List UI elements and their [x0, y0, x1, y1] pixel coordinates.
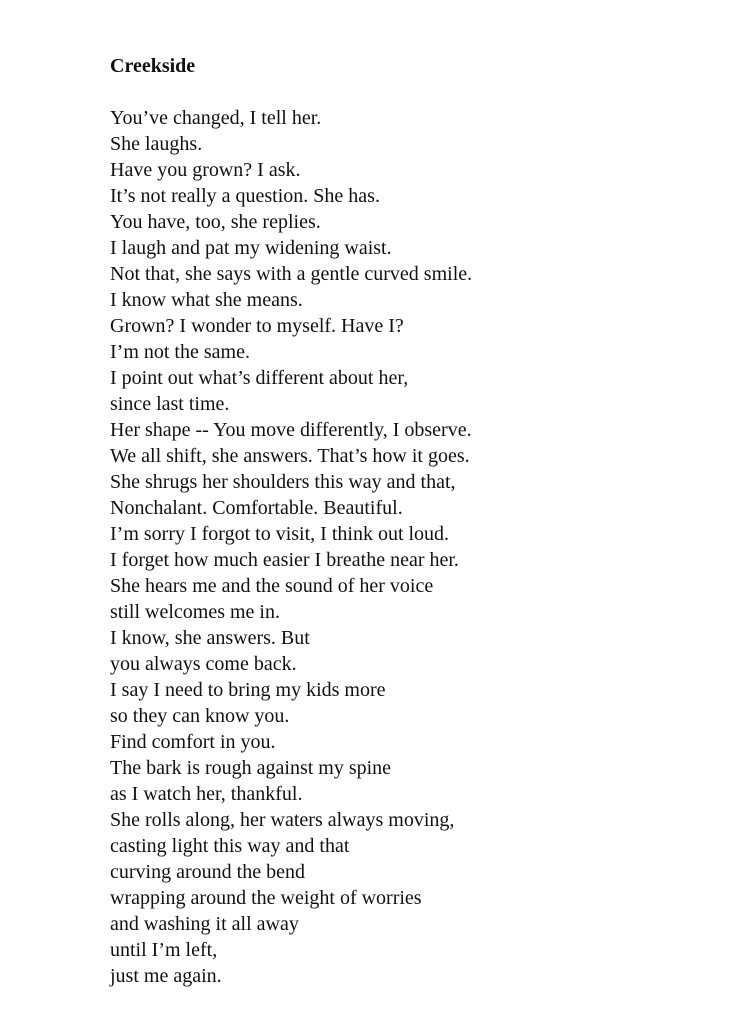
poem-lines: [110, 105, 710, 989]
poem-line: Not that, she says with a gentle curved smile.: [110, 263, 473, 285]
poem-line: I’m not the same.: [110, 341, 250, 363]
poem-line: Grown? I wonder to myself. Have I?: [110, 315, 404, 337]
poem-line: you always come back.: [110, 653, 297, 675]
poem-line: The bark is rough against my spine: [110, 757, 392, 779]
poem-line: I forget how much easier I breathe near her.: [110, 549, 459, 571]
poem-line: wrapping around the weight of worries: [110, 887, 422, 909]
poem-line: Her shape -- You move differently, I observe.: [110, 419, 472, 441]
poem-title: Creekside: [110, 55, 196, 77]
poem-line: curving around the bend: [110, 861, 305, 883]
poem-line: She rolls along, her waters always moving,: [110, 809, 455, 831]
poem-line: I’m sorry I forgot to visit, I think out loud.: [110, 523, 450, 545]
poem-line: It’s not really a question. She has.: [110, 185, 380, 207]
poem-line: just me again.: [110, 965, 222, 987]
poem-line: Nonchalant. Comfortable. Beautiful.: [110, 497, 403, 519]
poem-line: as I watch her, thankful.: [110, 783, 303, 805]
poem-line: until I’m left,: [110, 939, 218, 961]
poem: [110, 53, 710, 989]
poem-line: casting light this way and that: [110, 835, 350, 857]
poem-line: I point out what’s different about her,: [110, 367, 409, 389]
poem-line: still welcomes me in.: [110, 601, 280, 623]
poem-line: Find comfort in you.: [110, 731, 276, 753]
poem-line: I know what she means.: [110, 289, 303, 311]
poem-line: and washing it all away: [110, 913, 299, 935]
poem-line: You have, too, she replies.: [110, 211, 321, 233]
poem-line: I laugh and pat my widening waist.: [110, 237, 392, 259]
poem-line: She hears me and the sound of her voice: [110, 575, 434, 597]
poem-line: Have you grown? I ask.: [110, 159, 301, 181]
poem-line: since last time.: [110, 393, 230, 415]
poem-line: She laughs.: [110, 133, 203, 155]
poem-line: I say I need to bring my kids more: [110, 679, 386, 701]
poem-line: I know, she answers. But: [110, 627, 310, 649]
poem-line: so they can know you.: [110, 705, 290, 727]
poem-line: She shrugs her shoulders this way and that,: [110, 471, 456, 493]
poem-line: We all shift, she answers. That’s how it goes.: [110, 445, 470, 467]
poem-line: You’ve changed, I tell her.: [110, 107, 322, 129]
